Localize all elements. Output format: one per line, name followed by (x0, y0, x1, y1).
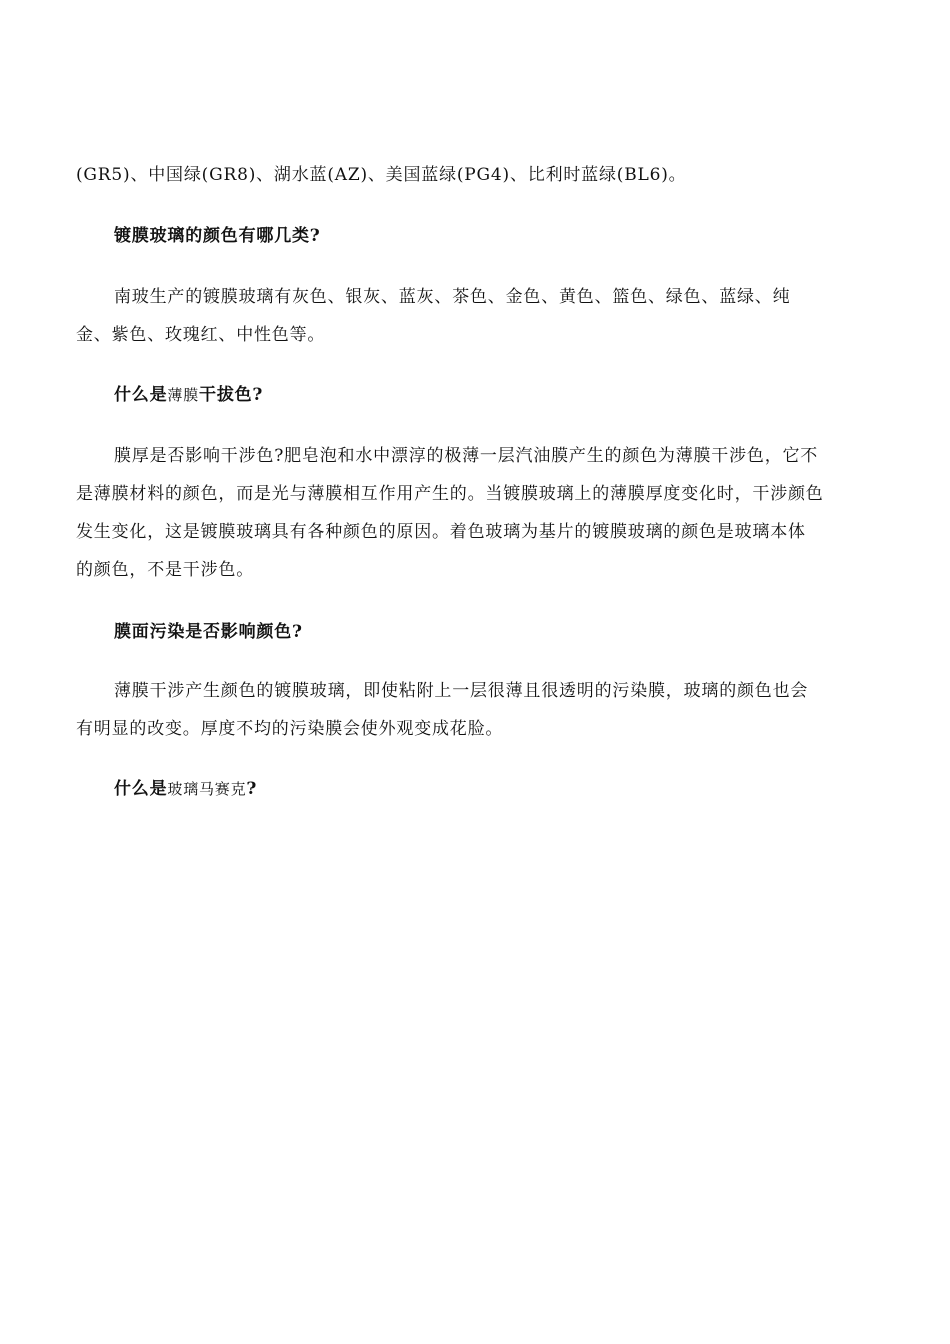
text-line: 薄膜干涉产生颜色的镀膜玻璃，即使粘附上一层很薄且很透明的污染膜，玻璃的颜色也会 (114, 681, 809, 701)
paragraph-film-contamination (76, 672, 876, 748)
heading-bold-text: 膜面污染是否影响颜色? (114, 622, 303, 642)
text-line: 是薄膜材料的颜色，而是光与薄膜相互作用产生的。当镀膜玻璃上的薄膜厚度变化时，干涉颜色 (76, 484, 824, 504)
heading-bold-text: 什么是 (114, 779, 168, 799)
heading-interference-color (76, 376, 876, 414)
heading-regular-text: 薄膜 (167, 386, 200, 404)
paragraph-interference-color (76, 437, 876, 589)
heading-bold-text: 镀膜玻璃的颜色有哪几类? (114, 226, 321, 246)
paragraph-color-codes (76, 156, 876, 194)
text-line: (GR5)、中国绿(GR8)、湖水蓝(AZ)、美国蓝绿(PG4)、比利时蓝绿(BL6)。 (76, 165, 687, 185)
paragraph-coated-glass-colors (76, 278, 876, 354)
heading-bold-text: ? (246, 779, 258, 799)
heading-film-contamination (76, 613, 876, 651)
text-line: 南玻生产的镀膜玻璃有灰色、银灰、蓝灰、茶色、金色、黄色、篮色、绿色、蓝绿、纯 (114, 287, 791, 307)
heading-regular-text: 玻璃马赛克 (167, 780, 247, 798)
heading-text (76, 217, 876, 255)
text-line: 有明显的改变。厚度不均的污染膜会使外观变成花脸。 (76, 719, 504, 739)
heading-text (76, 376, 876, 414)
text-line: 发生变化，这是镀膜玻璃具有各种颜色的原因。着色玻璃为基片的镀膜玻璃的颜色是玻璃本体 (76, 522, 806, 542)
heading-bold-text: 干拔色? (199, 385, 264, 405)
text-line: 膜厚是否影响干涉色?肥皂泡和水中漂淳的极薄一层汽油膜产生的颜色为薄膜干涉色，它不 (114, 446, 819, 466)
heading-text (76, 770, 876, 808)
heading-text (76, 613, 876, 651)
heading-bold-text: 什么是 (114, 385, 168, 405)
heading-glass-mosaic (76, 770, 876, 808)
heading-coated-glass-colors (76, 217, 876, 255)
text-line: 的颜色，不是干涉色。 (76, 560, 254, 580)
text-line: 金、紫色、玫瑰红、中性色等。 (76, 325, 326, 345)
